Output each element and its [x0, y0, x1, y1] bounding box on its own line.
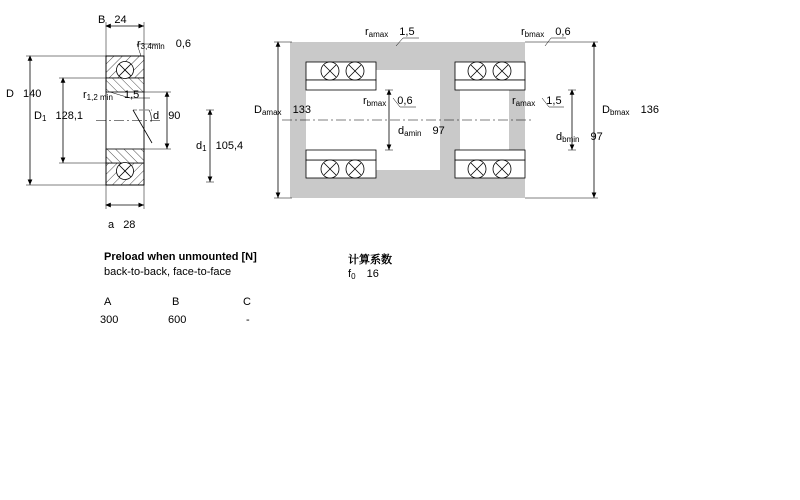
calc-factor-sub: 0	[351, 272, 356, 281]
label-rbmax-right-top-value: 0,6	[555, 26, 571, 38]
label-r12min-sub: 1,2 min	[86, 93, 113, 102]
label-rbmax-right-top-sub: bmax	[524, 30, 545, 39]
label-damin-name: d	[398, 125, 405, 137]
label-r12min	[83, 89, 139, 104]
label-B-name: B	[98, 14, 106, 26]
label-ramax-left-sub: amax	[368, 30, 389, 39]
label-d	[153, 110, 180, 122]
calc-factor-value: 16	[366, 268, 379, 280]
label-d1	[196, 140, 243, 155]
label-Damax-sub: amax	[261, 108, 282, 117]
label-ramax-left-value: 1,5	[399, 26, 415, 38]
label-Dbmax-sub: bmax	[609, 108, 630, 117]
label-r34min-sub: 3,4min	[140, 42, 165, 51]
label-D-value: 140	[23, 88, 42, 100]
calc-factor-title: 计算系数	[348, 254, 392, 266]
preload-value-c: -	[246, 314, 250, 326]
label-rbmax-left-mid	[363, 95, 413, 110]
calc-factor-label: f	[348, 268, 352, 280]
preload-column-header-a: A	[104, 296, 112, 308]
label-D1-name: D	[34, 110, 42, 122]
label-dbmin-value: 97	[590, 131, 603, 143]
label-Dbmax-value: 136	[640, 104, 659, 116]
label-ramax-right-mid	[512, 95, 562, 110]
preload-column-header-b: B	[172, 296, 180, 308]
label-a	[108, 219, 135, 231]
preload-column-header-c: C	[243, 296, 251, 308]
label-D-name: D	[6, 88, 14, 100]
label-r34min	[137, 38, 191, 53]
label-D1	[34, 110, 83, 125]
label-rbmax-right-top-name: r	[521, 26, 525, 38]
label-Dbmax-name: D	[602, 104, 610, 116]
label-damin	[398, 125, 445, 140]
label-d1-sub: 1	[202, 144, 207, 153]
label-damin-value: 97	[432, 125, 445, 137]
label-D	[6, 88, 41, 100]
label-dbmin-sub: bmin	[562, 135, 580, 144]
preload-value-b: 600	[168, 314, 187, 326]
preload-value-a: 300	[100, 314, 119, 326]
label-D1-sub: 1	[41, 114, 47, 123]
label-Dbmax	[602, 104, 659, 119]
label-r34min-value: 0,6	[175, 38, 192, 50]
label-rbmax-left-mid-name: r	[363, 95, 367, 107]
label-Damax-name: D	[254, 104, 262, 116]
calc-factor-row	[348, 268, 379, 281]
label-dbmin-name: d	[556, 131, 563, 143]
label-ramax-right-mid-sub: amax	[515, 99, 536, 108]
label-dbmin	[556, 131, 603, 146]
label-d-value: 90	[168, 110, 181, 122]
label-ramax-right-mid-value: 1,5	[546, 95, 562, 107]
label-ramax-left-name: r	[365, 26, 369, 38]
label-rbmax-right-top	[521, 26, 571, 41]
label-damin-sub: amin	[404, 129, 422, 138]
preload-subtitle: back-to-back, face-to-face	[104, 266, 232, 278]
label-d1-name: d	[196, 140, 203, 152]
label-d1-value: 105,4	[215, 140, 244, 152]
label-B-value: 24	[114, 14, 127, 26]
label-a-name: a	[108, 219, 115, 231]
label-d-name: d	[153, 110, 160, 122]
label-B	[98, 14, 127, 26]
label-ramax-right-mid-name: r	[512, 95, 516, 107]
label-rbmax-left-mid-value: 0,6	[397, 95, 413, 107]
label-a-value: 28	[123, 219, 136, 231]
label-rbmax-left-mid-sub: bmax	[366, 99, 387, 108]
label-r12min-name: r	[83, 89, 87, 101]
label-Damax-value: 133	[292, 104, 311, 116]
label-D1-value: 128,1	[55, 110, 83, 122]
label-Damax	[254, 104, 311, 119]
label-ramax-left	[365, 26, 415, 41]
label-r12min-value: 1,5	[123, 89, 140, 101]
label-r34min-name: r	[137, 38, 141, 50]
preload-title: Preload when unmounted [N]	[104, 251, 257, 263]
